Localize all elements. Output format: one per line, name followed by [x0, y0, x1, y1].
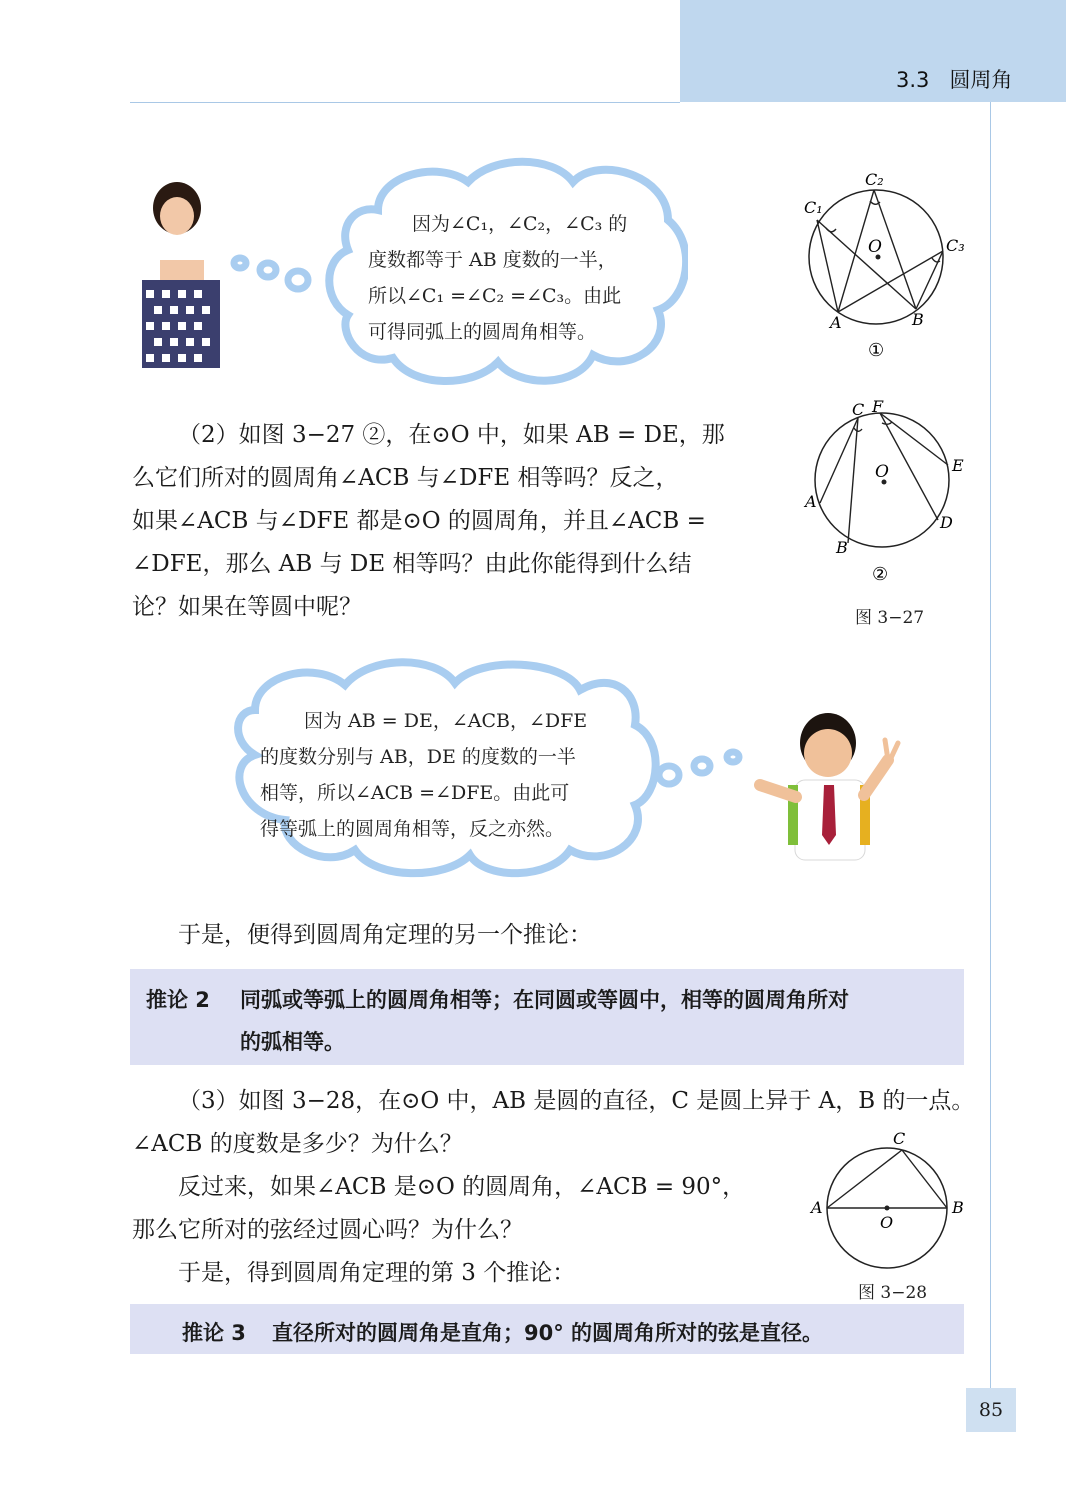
bubble-1-line: 因为∠C₁，∠C₂，∠C₃ 的	[412, 213, 628, 235]
corollary-2-line-1: 同弧或等弧上的圆周角相等；在同圆或等圆中，相等的圆周角所对	[240, 988, 849, 1012]
point-label-a: A	[811, 1198, 823, 1217]
bubble-2-line: 得等弧上的圆周角相等，反之亦然。	[260, 818, 565, 840]
point-label-c: C	[893, 1129, 906, 1148]
paragraph-2-line: 如果∠ACB 与∠DFE 都是⊙O 的圆周角，并且∠ACB =	[132, 508, 706, 534]
paragraph-2-line: 论？如果在等圆中呢？	[132, 594, 362, 620]
bubble-2-line: 相等，所以∠ACB =∠DFE。由此可	[260, 782, 570, 804]
header-rule	[130, 102, 680, 103]
paragraph-2-line: （2）如图 3−27 ②，在⊙O 中，如果 AB = DE，那	[178, 422, 725, 448]
point-label-f: F	[872, 397, 884, 416]
margin-rule	[990, 102, 991, 1392]
paragraph-3-line: ∠ACB 的度数是多少？为什么？	[132, 1131, 463, 1157]
bubble-1-text	[368, 206, 627, 350]
bubble-1-line: 度数都等于 AB 度数的一半，	[368, 249, 617, 271]
corollary-3-label: 推论 3	[182, 1321, 246, 1345]
point-label-a: A	[805, 492, 817, 511]
paragraph-3-line: 那么它所对的弦经过圆心吗？为什么？	[132, 1217, 523, 1243]
figure-3-27-caption: 图 3−27	[855, 608, 925, 628]
page-number: 85	[966, 1388, 1016, 1432]
corollary-3-text: 直径所对的圆周角是直角；90° 的圆周角所对的弦是直径。	[272, 1321, 824, 1345]
point-label-b: B	[836, 538, 848, 557]
paragraph-3-line: （3）如图 3−28，在⊙O 中，AB 是圆的直径，C 是圆上异于 A，B 的一点。	[178, 1088, 975, 1114]
point-label-b: B	[952, 1198, 964, 1217]
boy-illustration	[740, 705, 915, 865]
bubble-2-line: 的度数分别与 AB，DE 的度数的一半	[260, 746, 576, 768]
point-label-b: B	[912, 310, 924, 329]
girl-illustration	[132, 180, 228, 370]
point-label-o: O	[868, 237, 882, 257]
sub-figure-label-1: ①	[868, 340, 885, 361]
point-label-d: D	[940, 513, 953, 532]
figure-3-28-caption: 图 3−28	[858, 1283, 928, 1303]
corollary-2-label: 推论 2	[146, 988, 210, 1012]
point-label-o: O	[875, 462, 889, 482]
bubble-2-text	[260, 703, 587, 847]
point-label-e: E	[952, 456, 964, 475]
bubble-1-line: 可得同弧上的圆周角相等。	[368, 321, 597, 343]
paragraph-3-line: 反过来，如果∠ACB 是⊙O 的圆周角，∠ACB = 90°，	[178, 1174, 746, 1200]
paragraph-2	[132, 414, 742, 629]
figure-3-27-2	[800, 395, 980, 630]
point-label-c: C	[852, 400, 865, 419]
bubble-1-line: 所以∠C₁ =∠C₂ =∠C₃。由此	[368, 285, 622, 307]
figure-3-28	[805, 1125, 970, 1285]
bubble-2-line: 因为 AB = DE，∠ACB，∠DFE	[304, 710, 588, 732]
point-label-a: A	[830, 313, 842, 332]
paragraph-2-line: 么它们所对的圆周角∠ACB 与∠DFE 相等吗？反之，	[132, 465, 679, 491]
corollary-2-line-2: 的弧相等。	[240, 1030, 345, 1054]
figure-3-27-1	[800, 165, 980, 370]
point-label-o: O	[880, 1213, 894, 1232]
paragraph-2-line: ∠DFE，那么 AB 与 DE 相等吗？由此你能得到什么结	[132, 551, 692, 577]
section-header: 3.3 圆周角	[896, 68, 1013, 92]
point-label-c2: C₂	[865, 170, 884, 189]
paragraph-3-line: 于是，得到圆周角定理的第 3 个推论：	[178, 1260, 576, 1286]
corollary-2-intro: 于是，便得到圆周角定理的另一个推论：	[178, 922, 592, 948]
point-label-c3: C₃	[946, 236, 965, 255]
sub-figure-label-2: ②	[872, 564, 889, 585]
point-label-c1: C₁	[804, 198, 823, 217]
